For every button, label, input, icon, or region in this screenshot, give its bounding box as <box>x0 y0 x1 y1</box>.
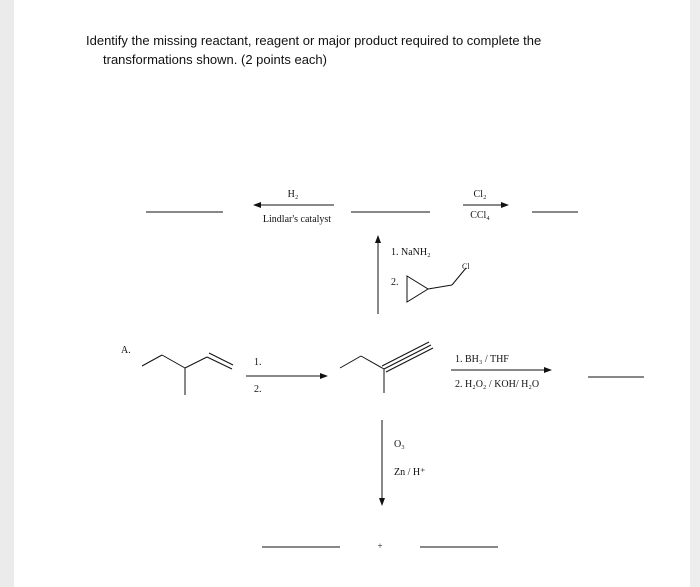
reagent-zn-h: Zn / H⁺ <box>394 467 426 478</box>
starting-alkene-structure <box>142 353 233 395</box>
cyclopropylmethyl-chloride-structure <box>407 268 466 302</box>
plus-sign: + <box>377 541 383 551</box>
step-2-blank-label: 2. <box>254 384 262 395</box>
reagent-nanh2: 1. NaNH₂ <box>391 247 431 258</box>
reagent-h2: H₂ <box>287 189 299 200</box>
reagent-ccl4: CCl₄ <box>470 210 490 221</box>
step-1-blank-label: 1. <box>254 357 262 368</box>
reagent-step-2-label: 2. <box>391 277 399 288</box>
section-label-a: A. <box>121 345 131 356</box>
reagent-lindlar-catalyst: Lindlar's catalyst <box>262 214 332 225</box>
chlorine-atom-label: Cl <box>462 262 470 271</box>
instruction-line-2: transformations shown. (2 points each) <box>103 52 327 67</box>
central-alkyne-structure <box>340 342 433 393</box>
reagent-cl2: Cl₂ <box>473 189 487 200</box>
reagent-o3: O₃ <box>394 439 405 450</box>
instruction-line-1: Identify the missing reactant, reagent or major product required to complete the <box>86 33 542 48</box>
reagent-bh3-thf: 1. BH₃ / THF <box>455 354 509 365</box>
reagent-h2o2-koh: 2. H₂O₂ / KOH/ H₂O <box>455 379 540 390</box>
